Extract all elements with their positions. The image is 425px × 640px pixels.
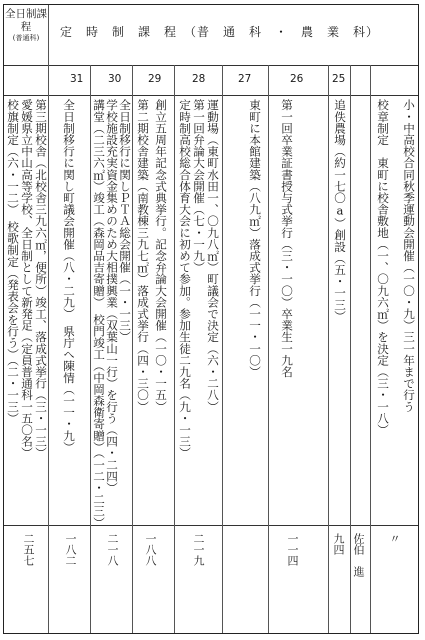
- column-number: 29: [148, 73, 162, 85]
- column-number: 31: [70, 73, 84, 85]
- full-time-course-header: [4, 5, 48, 65]
- column-text: 校旗制定（六・一二） 校歌制定（発表会を行う）（二・一三）: [6, 99, 20, 424]
- col-line: [350, 65, 351, 633]
- column-number: 30: [108, 73, 122, 85]
- column-text: 小・中高校合同秋季運動会開催（一〇・九）三一年まで行う: [402, 99, 416, 413]
- column-footer: 一八二: [64, 533, 77, 566]
- history-table: [3, 4, 419, 634]
- column-text: 第二期校舎建築（南教棟三九七㎡）落成式挙行（四・三〇）: [136, 99, 150, 413]
- col-line: [328, 65, 329, 633]
- column-number: 28: [192, 73, 206, 85]
- column-text: 愛媛県立中山高等学校、全日制として新発足（定員普通科一五〇名）: [20, 99, 34, 459]
- col-line: [132, 65, 133, 633]
- column-text: 東町に本館建築（八九㎡）落成式挙行（一一・一〇）: [248, 99, 262, 378]
- column-text: 第一回卒業証書授与式挙行（三・一〇）卒業生一九名: [280, 99, 294, 378]
- column-text: 校章制定 東町に校舎敷地（一、〇九六㎡）を決定（三・一八）: [376, 99, 390, 436]
- column-text: 第三期校舎（北校舎三九六㎡，便所）竣工、落成式挙行（三・一三）: [34, 99, 48, 459]
- full-time-course-sub: (普通科): [12, 34, 40, 42]
- column-text: 運動場（東町水田一、〇九八㎡）町議会で決定（六・二八）: [206, 99, 220, 413]
- full-time-course-title: 全日制課程: [5, 8, 47, 33]
- column-footer: 一八八: [144, 533, 157, 566]
- col-line: [268, 65, 269, 633]
- part-time-course-title: 定 時 制 課 程 （普 通 科 ・ 農 業 科）: [60, 25, 380, 39]
- col-line: [90, 65, 91, 633]
- column-text: 第一回弁論大会開催（七・一九）: [192, 99, 206, 273]
- column-text: 追佚農場（約一七〇a）創設（五・一三）: [333, 99, 347, 322]
- col-line: [48, 5, 49, 633]
- column-footer: 一一四: [286, 533, 299, 566]
- col-line: [222, 65, 223, 633]
- number-row-divider: [4, 95, 418, 96]
- footer-divider: [4, 525, 418, 526]
- column-footer: 二五七: [22, 533, 35, 566]
- column-text: 定時制高校総合体育大会に初めて参加。参加生徒二九名（九・一三）: [178, 99, 192, 459]
- column-footer: 九四: [332, 533, 345, 555]
- column-text: 学校施設充実資金集めのため大相撲興業（双葉山一行）を行う（四・二四）: [105, 99, 119, 494]
- header-divider: [4, 65, 418, 66]
- column-number: 25: [332, 73, 346, 85]
- column-text: 講堂（二三六㎡）竣工（森岡品吉寄贈） 校門竣工（中岡森衛寄贈）（一二・二三）: [92, 99, 106, 529]
- column-text: 創立五周年記念式典挙行。記念弁論大会開催（一〇・一五）: [154, 99, 168, 413]
- col-line: [174, 65, 175, 633]
- column-footer: 佐伯 進: [352, 533, 365, 577]
- column-footer: 二一八: [106, 533, 119, 566]
- column-number: 26: [290, 73, 304, 85]
- column-text: 全日制移行に関しＰＴＡ総会開催（一・一三）: [118, 99, 132, 343]
- column-footer: 〃: [388, 533, 401, 544]
- col-line: [370, 65, 371, 633]
- column-text: 全日制移行に関し町議会開催（八・二九） 県庁へ陳情（一一・九）: [62, 99, 76, 453]
- column-footer: 二一九: [192, 533, 205, 566]
- column-number: 27: [238, 73, 252, 85]
